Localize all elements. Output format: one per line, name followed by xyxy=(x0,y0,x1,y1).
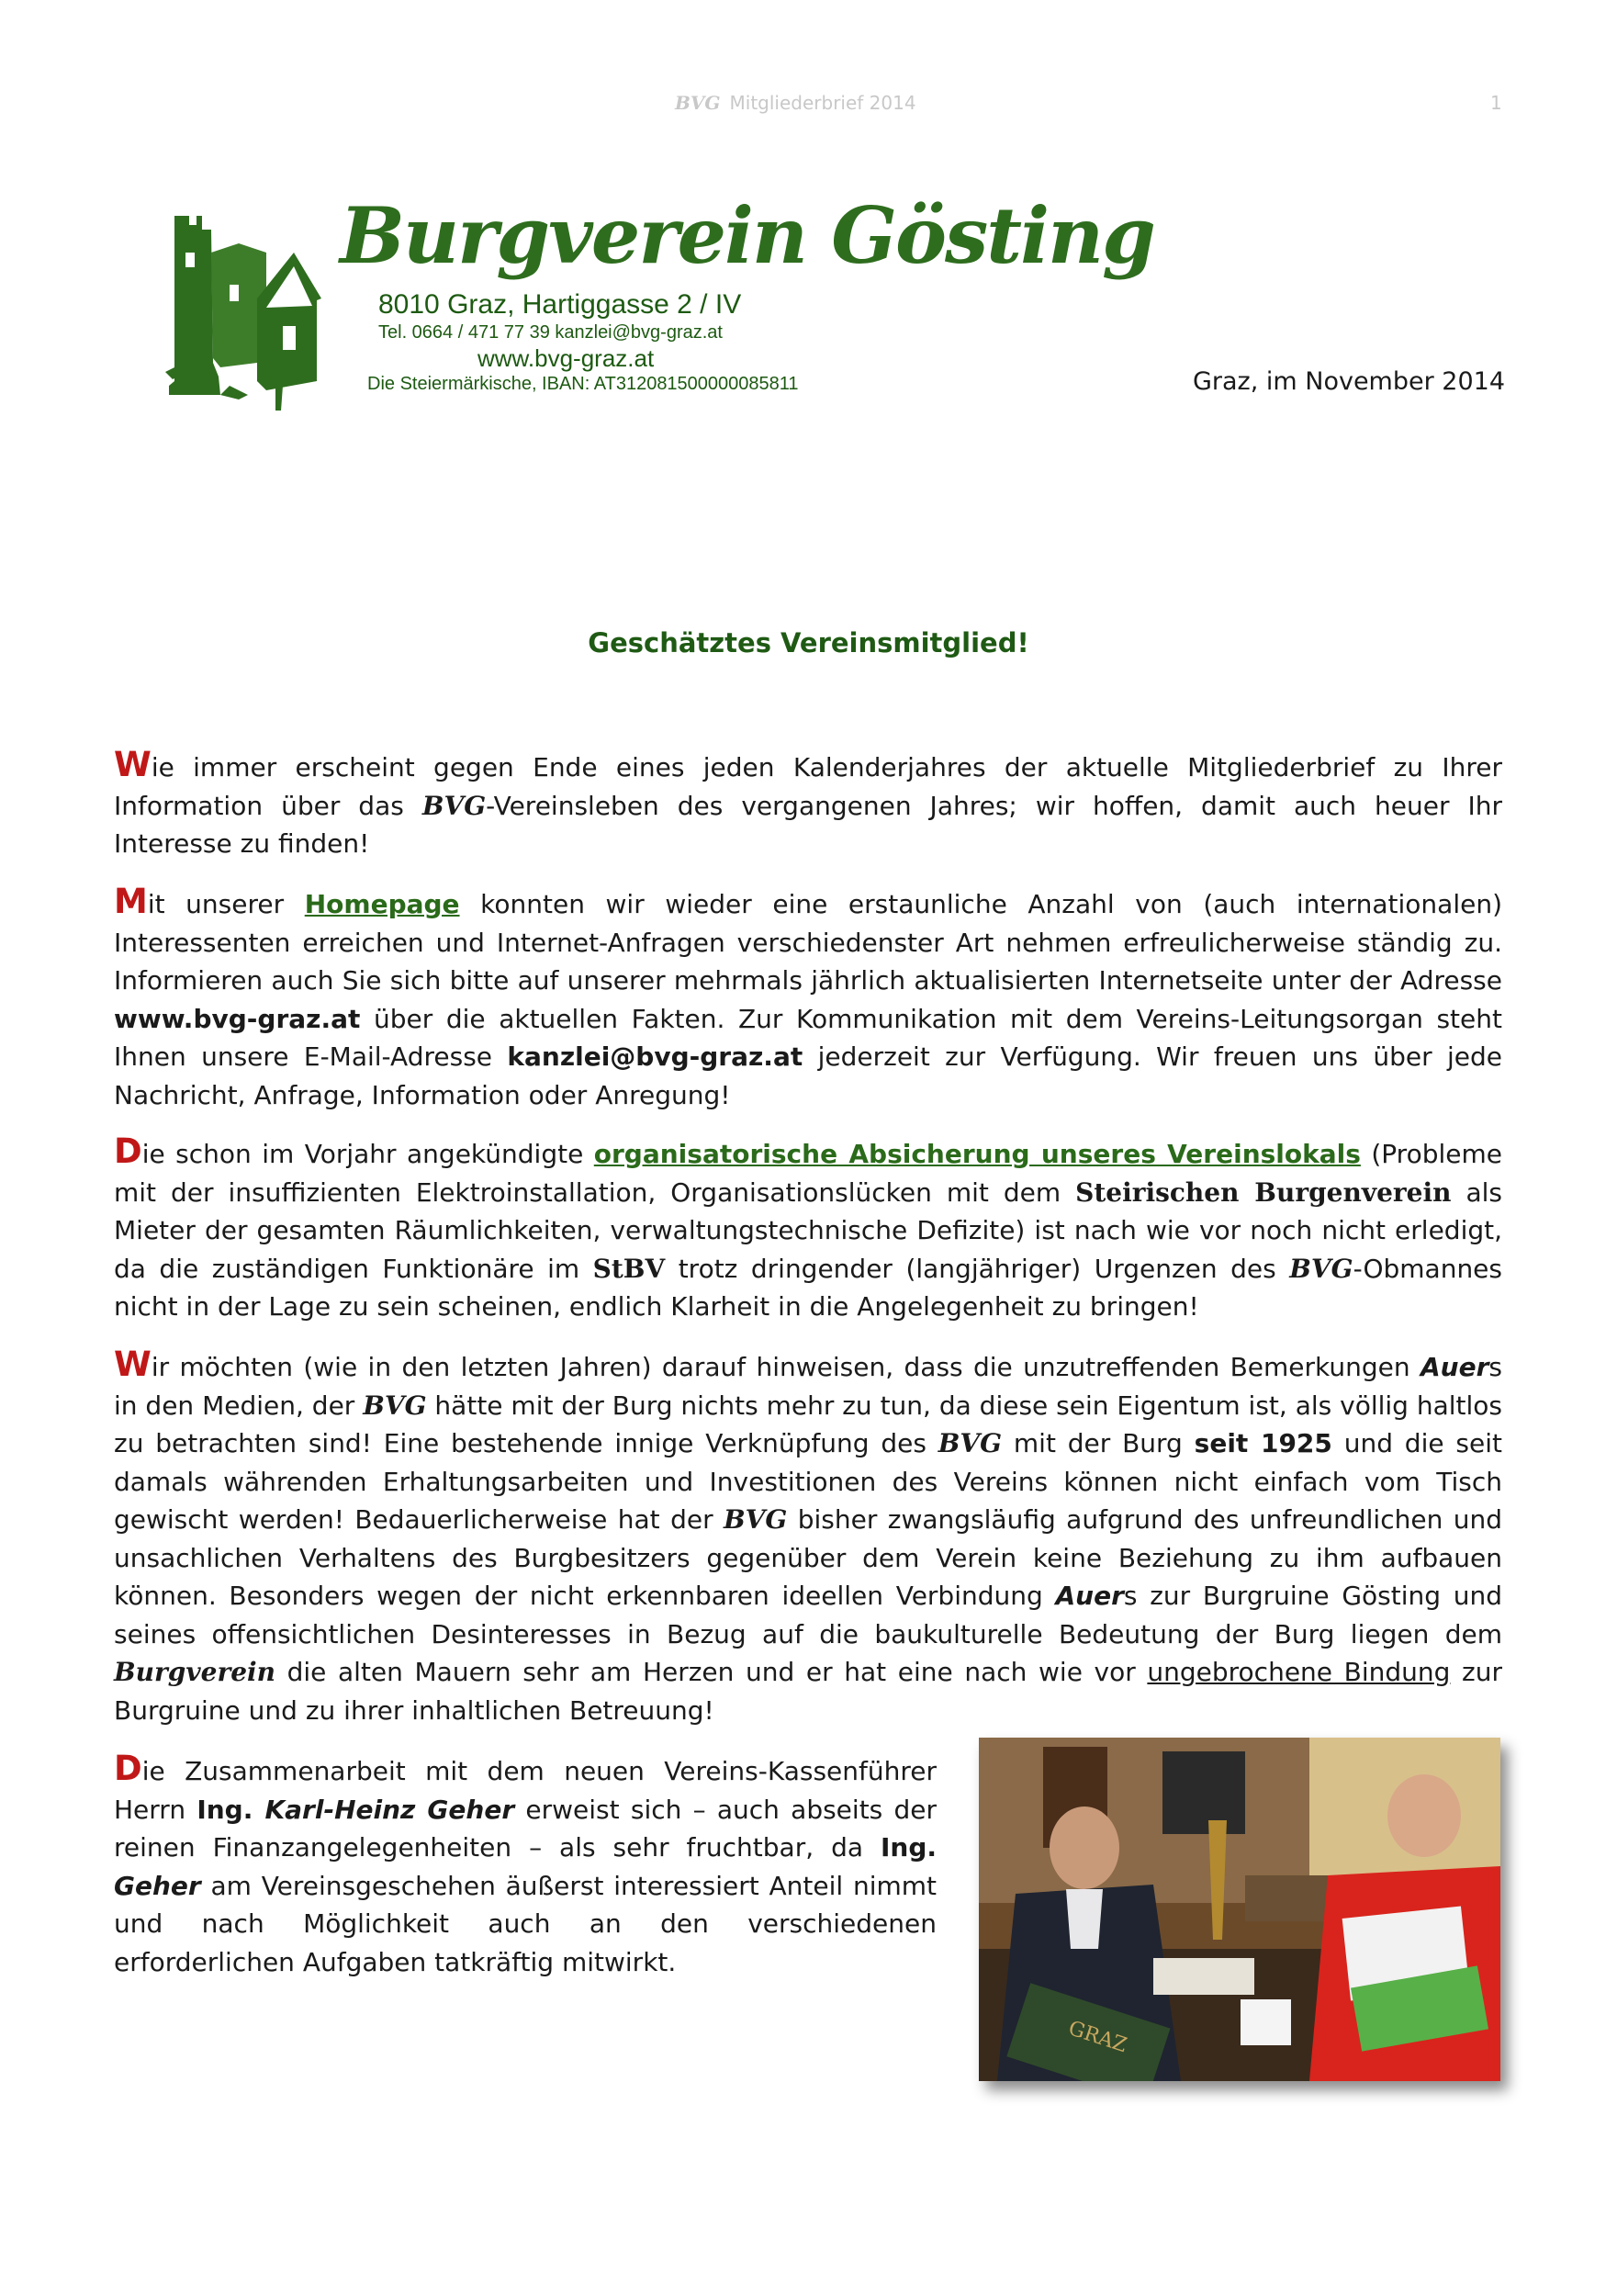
paragraph-1 xyxy=(114,746,1502,863)
name-auer: Auer xyxy=(1055,1581,1124,1611)
text-run: -Obmannes nicht in der Lage zu sein scheinen, endlich Klarheit in die Angelegenheit zu bringen! xyxy=(114,1253,1502,1322)
drop-cap: W xyxy=(114,745,152,784)
name-auer: Auer xyxy=(1420,1352,1489,1382)
bvg-mark: BVG xyxy=(363,1390,427,1421)
text-run: zur Burgruine und zu ihrer inhaltlichen Betreuung! xyxy=(114,1657,1502,1726)
text-run: s in den Medien, der xyxy=(114,1352,1502,1421)
page-header xyxy=(0,92,1617,119)
text-run: trotz dringender (langjähriger) Urgenzen des xyxy=(665,1253,1290,1284)
letter-date: Graz, im November 2014 xyxy=(1192,367,1505,396)
header-brand-mark: BVG xyxy=(675,92,721,114)
text-run: (Probleme mit der insuffizienten Elektroinstallation, Organisationslücken mit dem xyxy=(114,1139,1502,1208)
website-text: www.bvg-graz.at xyxy=(114,1003,361,1034)
meeting-photo xyxy=(979,1738,1500,2081)
text-run: erweist sich – auch abseits der reinen Finanzangelegenheiten – als sehr fruchtbar, da xyxy=(114,1794,938,1863)
letterhead xyxy=(165,190,1154,413)
header-title-text: Mitgliederbrief 2014 xyxy=(729,92,916,114)
bvg-mark: BVG xyxy=(421,790,487,821)
club-website: www.bvg-graz.at xyxy=(477,344,655,372)
drop-cap: M xyxy=(114,882,148,921)
drop-cap: D xyxy=(114,1131,142,1171)
text-run: ie schon im Vorjahr angekündigte xyxy=(141,1139,594,1169)
paragraph-3 xyxy=(114,1132,1502,1326)
homepage-link[interactable]: Homepage xyxy=(304,889,460,919)
text-run: über die aktuellen Fakten. Zur Kommunikation mit dem Vereins-Leitungsorgan steht Ihnen unsere E-Mail-Adresse xyxy=(114,1003,1502,1072)
email-text: kanzlei@bvg-graz.at xyxy=(507,1041,803,1072)
paragraph-4 xyxy=(114,1345,1502,1729)
ing-title: Ing. xyxy=(880,1832,937,1863)
clubroom-link[interactable]: organisatorische Absicherung unseres Vereinslokals xyxy=(593,1139,1361,1169)
text-run: die alten Mauern sehr am Herzen und er hat eine nach wie vor xyxy=(275,1657,1148,1687)
text-run: ie immer erscheint gegen Ende eines jeden Kalenderjahres der aktuelle Mitgliederbrief zu Ihrer Information über das xyxy=(114,752,1502,821)
text-run: hätte mit der Burg nichts mehr zu tun, da diese sein Eigentum ist, als völlig haltlos zu betrachten sind! Eine bestehende innige Verknüpfung des xyxy=(114,1390,1503,1458)
club-name: Burgverein Gösting xyxy=(340,190,1154,281)
stbv-name: Steirischen Burgenverein xyxy=(1075,1176,1452,1208)
stbv-abbr: StBV xyxy=(592,1253,666,1284)
drop-cap: D xyxy=(114,1749,142,1788)
club-bank: Die Steiermärkische, IBAN: AT312081500000085811 xyxy=(367,374,799,394)
text-run: ir möchten (wie in den letzten Jahren) darauf hinweisen, dass die unzutreffenden Bemerkungen xyxy=(151,1352,1420,1382)
castle-logo-icon xyxy=(165,197,340,413)
treasurer-surname: Geher xyxy=(114,1870,201,1901)
text-run: und die seit damals währenden Erhaltungsarbeiten und Investitionen des Vereins können nicht einfach vom Tisch gewischt werden! Bedauerlicherweise hat der xyxy=(114,1428,1502,1535)
club-contact: Tel. 0664 / 471 77 39 kanzlei@bvg-graz.at xyxy=(378,322,723,343)
text-run: ie Zusammenarbeit mit dem neuen Vereins-Kassenführer Herrn xyxy=(114,1756,937,1825)
text-run: mit der Burg xyxy=(1002,1428,1195,1458)
book-title: GRAZ xyxy=(1065,2017,1130,2058)
bvg-mark: BVG xyxy=(1289,1253,1353,1284)
text-run: konnten wir wieder eine erstaunliche Anzahl von (auch internationalen) Interessenten erreichen und Internet-Anfragen verschiedenster Art nehmen erfreulicherweise ständig zu. Informieren auch Sie sich bitte auf unserer mehrmals jährlich aktualisierten Internetseite unter der Adresse xyxy=(114,889,1503,996)
text-run: jederzeit zur Verfügung. Wir freuen uns über jede Nachricht, Anfrage, Information oder Anregung! xyxy=(114,1041,1502,1110)
text-run: am Vereinsgeschehen äußerst interessiert Anteil nimmt und nach Möglichkeit auch an den verschiedenen erforderlichen Aufgaben tatkräftig mitwirkt. xyxy=(114,1870,937,1977)
ing-title: Ing. xyxy=(197,1794,265,1825)
bvg-mark: BVG xyxy=(938,1428,1003,1458)
bvg-mark: BVG xyxy=(724,1504,788,1535)
burgverein-mark: Burgverein xyxy=(114,1657,275,1687)
header-title xyxy=(675,92,916,114)
page-number: 1 xyxy=(1490,92,1502,114)
paragraph-2 xyxy=(114,883,1502,1114)
text-run: it unserer xyxy=(147,889,305,919)
club-address: 8010 Graz, Hartiggasse 2 / IV xyxy=(378,289,742,320)
since-1925: seit 1925 xyxy=(1194,1428,1332,1458)
treasurer-name: Karl-Heinz Geher xyxy=(264,1794,515,1825)
bond-text: ungebrochene Bindung xyxy=(1147,1657,1451,1687)
salutation: Geschätztes Vereinsmitglied! xyxy=(588,627,1029,658)
text-run: -Vereinsleben des vergangenen Jahres; wir hoffen, damit auch heuer Ihr Interesse zu finden! xyxy=(114,790,1502,859)
paragraph-5 xyxy=(114,1750,937,1981)
text-run: bisher zwangsläufig aufgrund des unfreundlichen und unsachlichen Verhaltens des Burgbesitzers gegenüber dem Verein keine Beziehung zu ihm aufbauen können. Besonders wegen der nicht erkennbaren ideellen Verbindung xyxy=(114,1504,1502,1611)
drop-cap: W xyxy=(114,1345,152,1384)
text-run: als Mieter der gesamten Räumlichkeiten, verwaltungstechnische Defizite) ist nach wie vor noch nicht erledigt, da die zuständigen Funktionäre im xyxy=(114,1176,1502,1284)
text-run: s zur Burgruine Gösting und seines offensichtlichen Desinteresses in Bezug auf die baukulturelle Bedeutung der Burg liegen dem xyxy=(114,1581,1502,1649)
